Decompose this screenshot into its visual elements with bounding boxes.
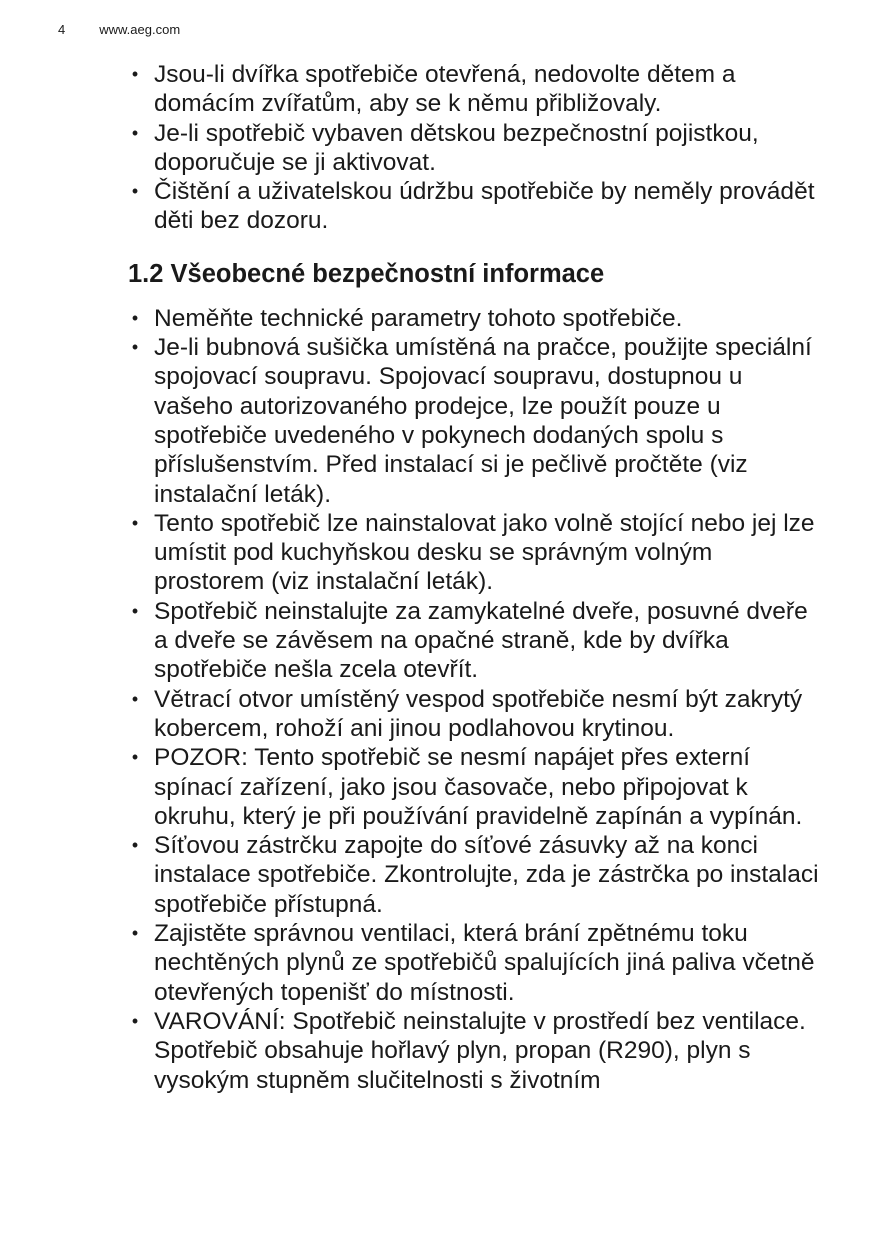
list-item	[128, 831, 828, 919]
bullet-icon: •	[131, 835, 139, 856]
bullet-icon: •	[131, 600, 139, 621]
page-number: 4	[58, 22, 66, 37]
bullet-icon: •	[131, 122, 139, 143]
list-item	[128, 60, 828, 119]
list-item-text: VAROVÁNÍ: Spotřebič neinstalujte v prostředí bez ventilace.	[154, 1007, 806, 1035]
list-item	[128, 743, 828, 831]
list-item-text: Zajistěte správnou ventilaci, která brání zpětnému toku nechtěných plynů ze spotřebičů spalujících jiná paliva včetně otevřených topenišť do místnosti.	[154, 920, 815, 1006]
list-item-text: Je-li spotřebič vybaven dětskou bezpečnostní pojistkou, doporučuje se ji aktivovat.	[154, 119, 759, 176]
list-item	[128, 685, 828, 744]
bullet-icon: •	[131, 688, 139, 709]
safety-bullet-list	[128, 304, 828, 1095]
list-item	[128, 509, 828, 597]
list-item	[128, 177, 828, 236]
list-item-text: Síťovou zástrčku zapojte do síťové zásuvky až na konci instalace spotřebiče. Zkontrolujte, zda je zástrčka po instalaci spotřebiče přístupná.	[154, 832, 819, 918]
list-item-text: Čištění a uživatelskou údržbu spotřebiče by neměly provádět děti bez dozoru.	[154, 178, 815, 235]
bullet-icon: •	[131, 337, 139, 358]
bullet-icon: •	[131, 181, 139, 202]
list-item	[128, 333, 828, 509]
list-item	[128, 597, 828, 685]
list-item	[128, 919, 828, 1007]
list-item-text: Spotřebič neinstalujte za zamykatelné dveře, posuvné dveře a dveře se závěsem na opačné straně, kde by dvířka spotřebiče nešla zcela otevřít.	[154, 597, 808, 684]
main-content	[128, 60, 828, 1095]
list-item-text: Větrací otvor umístěný vespod spotřebiče nesmí být zakrytý kobercem, rohoží ani jinou podlahovou krytinou.	[154, 685, 803, 742]
page-header	[58, 22, 180, 37]
list-item	[128, 119, 828, 178]
list-item-text: Jsou-li dvířka spotřebiče otevřená, nedovolte dětem a domácím zvířatům, aby se k němu přibližovaly.	[154, 61, 736, 118]
list-item-text: Tento spotřebič lze nainstalovat jako volně stojící nebo jej lze umístit pod kuchyňskou desku se správným volným prostorem (viz instalační leták).	[154, 509, 815, 596]
website-url: www.aeg.com	[99, 22, 181, 37]
list-item-text: Neměňte technické parametry tohoto spotřebiče.	[154, 304, 683, 332]
intro-bullet-list	[128, 60, 828, 236]
bullet-icon: •	[131, 64, 139, 84]
list-item-text: Je-li bubnová sušička umístěná na pračce, použijte speciální spojovací soupravu. Spojovací soupravu, dostupnou u vašeho autorizovaného prodejce, lze použít pouze u spotřebiče uvedeného v pokynech dodaných spolu s příslušenstvím. Před instalací si je pečlivě pročtěte (viz instalační leták).	[154, 334, 812, 508]
bullet-icon: •	[131, 923, 139, 944]
list-item	[128, 304, 828, 333]
bullet-icon: •	[131, 307, 139, 328]
list-item-continuation: Spotřebič obsahuje hořlavý plyn, propan (R290), plyn s vysokým stupněm slučitelnosti s životním	[154, 1037, 751, 1094]
list-item	[128, 1007, 828, 1095]
section-heading: 1.2 Všeobecné bezpečnostní informace	[128, 259, 605, 288]
list-item-text: POZOR: Tento spotřebič se nesmí napájet přes externí spínací zařízení, jako jsou časovače, nebo připojovat k okruhu, který je při používání pravidelně zapínán a vypínán.	[154, 744, 803, 830]
bullet-icon: •	[131, 747, 139, 768]
bullet-icon: •	[131, 1010, 139, 1031]
bullet-icon: •	[131, 512, 139, 533]
